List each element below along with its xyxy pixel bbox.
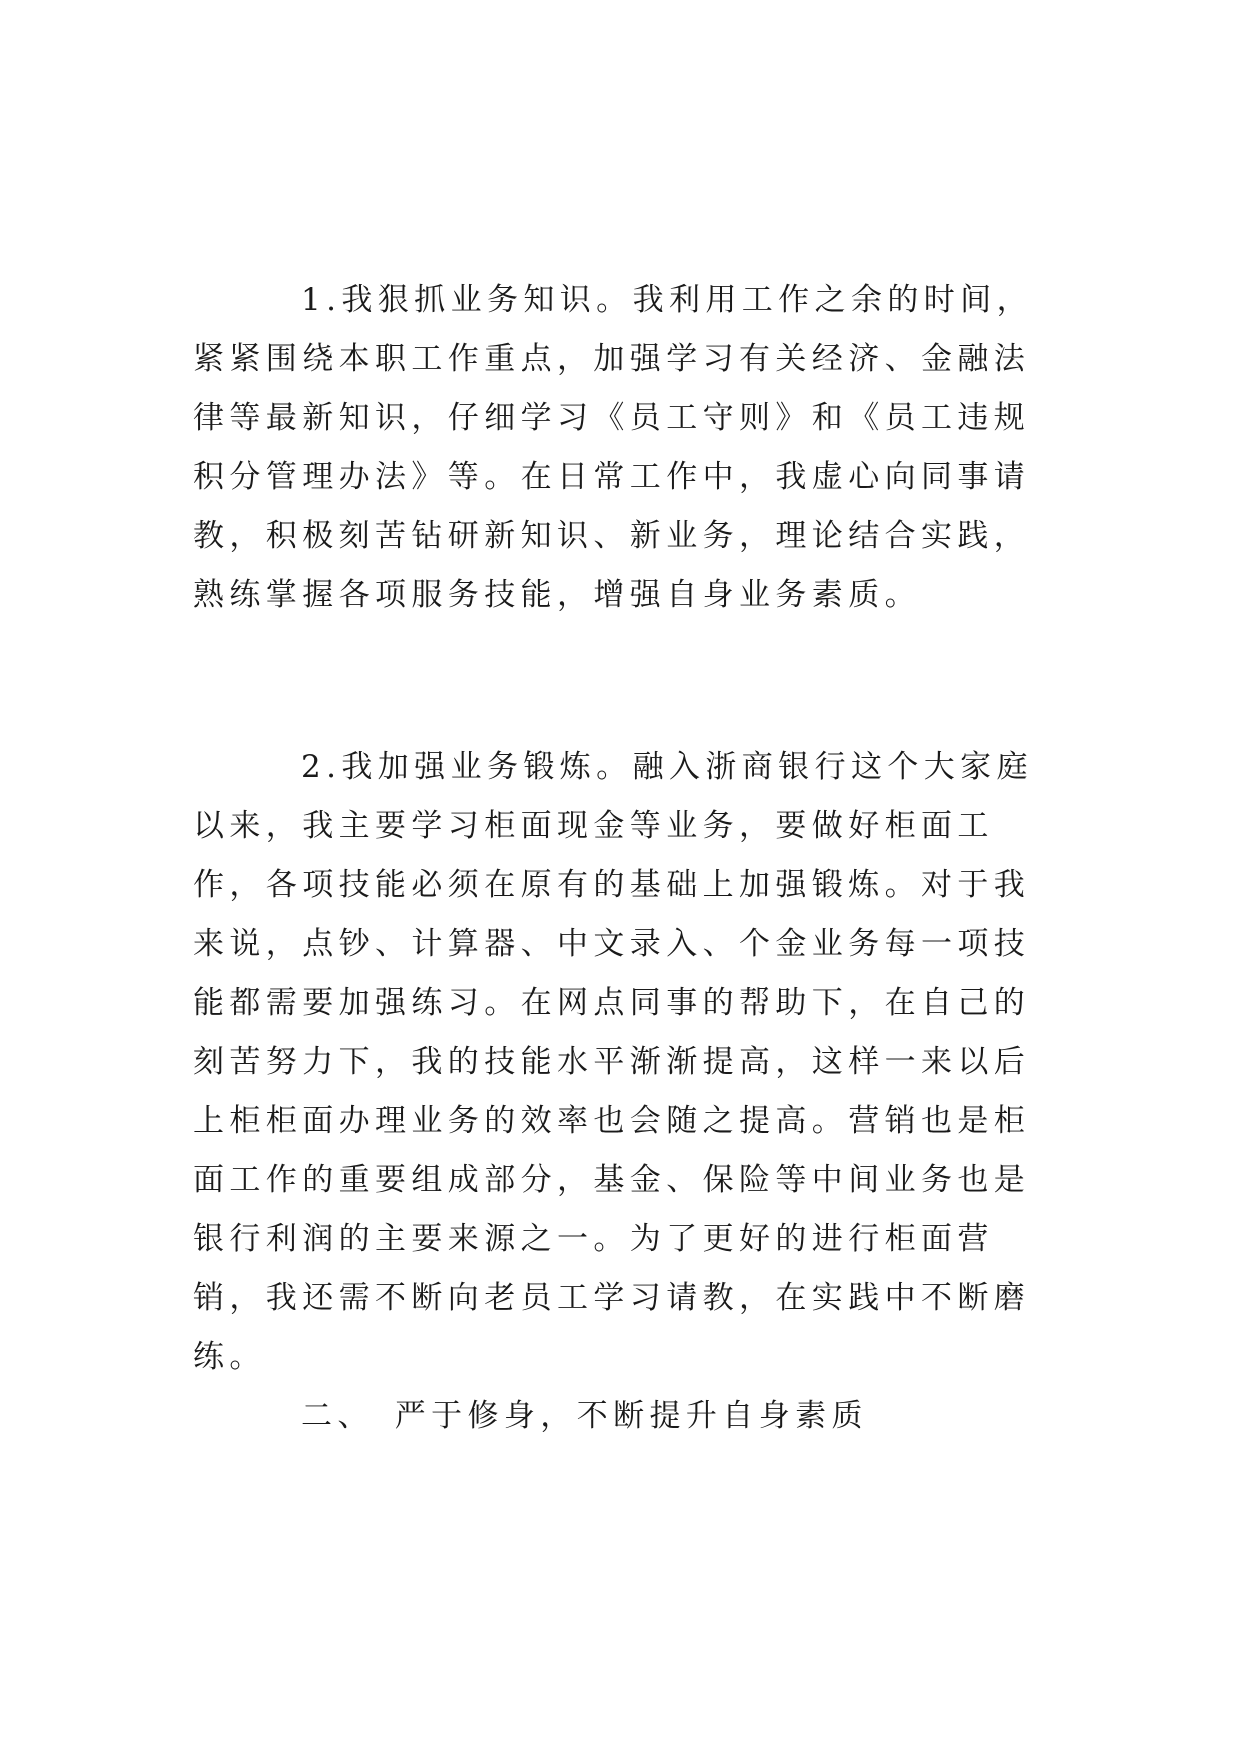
section-heading: 二、 严于修身，不断提升自身素质 — [301, 1398, 868, 1434]
paragraph-business-training: 2.我加强业务锻炼。融入浙商银行这个大家庭以来，我主要学习柜面现金等业务，要做好柜面工作，各项技能必须在原有的基础上加强锻炼。对于我来说，点钞、计算器、中文录入、个金业务每一项技能都需要加强练习。在网点同事的帮助下，在自己的刻苦努力下，我的技能水平渐渐提高，这样一来以后上柜柜面办理业务的效率也会随之提高。营销也是柜面工作的重要组成部分，基金、保险等中间业务也是银行利润的主要来源之一。为了更好的进行柜面营销，我还需不断向老员工学习请教，在实践中不断磨练。 — [193, 749, 1033, 1375]
paragraph-business-knowledge: 1.我狠抓业务知识。我利用工作之余的时间，紧紧围绕本职工作重点，加强学习有关经济、金融法律等最新知识，仔细学习《员工守则》和《员工违规积分管理办法》等。在日常工作中，我虚心向同事请教，积极刻苦钻研新知识、新业务，理论结合实践，熟练掌握各项服务技能，增强自身业务素质。 — [193, 282, 1033, 613]
